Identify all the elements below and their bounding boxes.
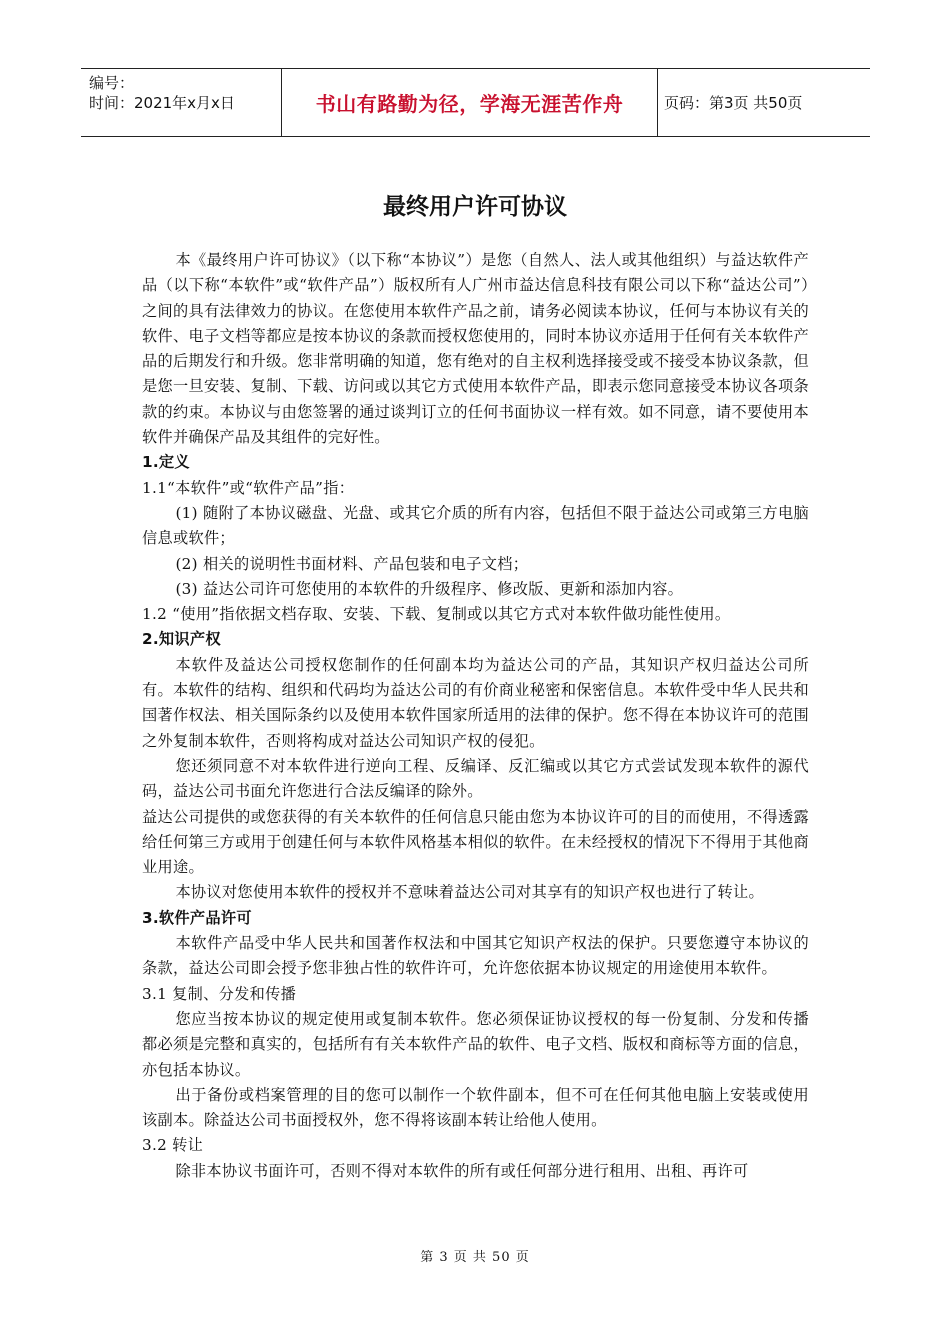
section-2-paragraph-2: 您还须同意不对本软件进行逆向工程、反编译、反汇编或以其它方式尝试发现本软件的源代码，益达公司书面允许您进行合法反编译的除外。 [142, 756, 809, 801]
document-body [142, 248, 809, 1184]
document-number-label: 编号： [89, 74, 135, 92]
page-header [81, 68, 870, 137]
page-footer: 第 3 页 共 50 页 [420, 1250, 530, 1265]
section-3-1-paragraph-1: 您应当按本协议的规定使用或复制本软件。您必须保证协议授权的每一份复制、分发和传播都必须是完整和真实的，包括所有有关本软件产品的软件、电子文档、版权和商标等方面的信息，亦包括本协议。 [142, 1009, 809, 1079]
document-date-label: 时间：2021年x月x日 [89, 94, 235, 112]
section-3-heading: 3.软件产品许可 [142, 908, 252, 927]
section-2-paragraph-4: 本协议对您使用本软件的授权并不意味着益达公司对其享有的知识产权也进行了转让。 [175, 883, 764, 902]
section-1-1: 1.1“本软件”或“软件产品”指： [142, 478, 355, 497]
section-2-paragraph-3: 益达公司提供的或您获得的有关本软件的任何信息只能由您为本协议许可的目的而使用，不得透露给任何第三方或用于创建任何与本软件风格基本相似的软件。在未经授权的情况下不得用于其他商业用途。 [142, 807, 809, 877]
section-3-2-paragraph-1: 除非本协议书面许可，否则不得对本软件的所有或任何部分进行租用、出租、再许可 [175, 1161, 749, 1180]
section-2-paragraph-1: 本软件及益达公司授权您制作的任何副本均为益达公司的产品，其知识产权归益达公司所有。本软件的结构、组织和代码均为益达公司的有价商业秘密和保密信息。本软件受中华人民共和国著作权法、相关国际条约以及使用本软件国家所适用的法律的保护。您不得在本协议许可的范围之外复制本软件，否则将构成对益达公司知识产权的侵犯。 [142, 655, 809, 750]
section-3-1-heading: 3.1 复制、分发和传播 [142, 984, 297, 1003]
header-motto: 书山有路勤为径，学海无涯苦作舟 [282, 69, 658, 136]
header-page-info: 页码：第3页 共50页 [664, 94, 803, 112]
header-meta [81, 69, 282, 136]
section-2-heading: 2.知识产权 [142, 630, 221, 649]
section-3-2-heading: 3.2 转让 [142, 1136, 204, 1155]
section-3-paragraph-1: 本软件产品受中华人民共和国著作权法和中国其它知识产权法的保护。只要您遵守本协议的条款，益达公司即会授予您非独占性的软件许可，允许您依据本协议规定的用途使用本软件。 [142, 934, 809, 978]
intro-paragraph: 本《最终用户许可协议》（以下称“本协议”）是您（自然人、法人或其他组织）与益达软件产品（以下称“本软件”或“软件产品”）版权所有人广州市益达信息科技有限公司以下称“益达公司”）之间的具有法律效力的协议。在您使用本软件产品之前，请务必阅读本协议，任何与本协议有关的软件、电子文档等都应是按本协议的条款而授权您使用的，同时本协议亦适用于任何有关本软件产品的后期发行和升级。您非常明确的知道，您有绝对的自主权利选择接受或不接受本协议条款，但是您一旦安装、复制、下载、访问或以其它方式使用本软件产品，即表示您同意接受本协议各项条款的约束。本协议与由您签署的通过谈判订立的任何书面协议一样有效。如不同意，请不要使用本软件并确保产品及其组件的完好性。 [142, 251, 809, 447]
section-3-1-paragraph-2: 出于备份或档案管理的目的您可以制作一个软件副本，但不可在任何其他电脑上安装或使用该副本。除益达公司书面授权外，您不得将该副本转让给他人使用。 [142, 1085, 809, 1130]
section-1-1-item-3: (3) 益达公司许可您使用的本软件的升级程序、修改版、更新和添加内容。 [175, 579, 684, 598]
document-title: 最终用户许可协议 [383, 194, 567, 220]
section-1-1-item-2: (2) 相关的说明性书面材料、产品包装和电子文档； [175, 554, 529, 573]
section-1-heading: 1.定义 [142, 453, 190, 472]
section-1-1-item-1: (1) 随附了本协议磁盘、光盘、或其它介质的所有内容，包括但不限于益达公司或第三方电脑信息或软件； [142, 503, 809, 548]
section-1-2: 1.2 “使用”指依据文档存取、安装、下载、复制或以其它方式对本软件做功能性使用。 [142, 605, 731, 624]
